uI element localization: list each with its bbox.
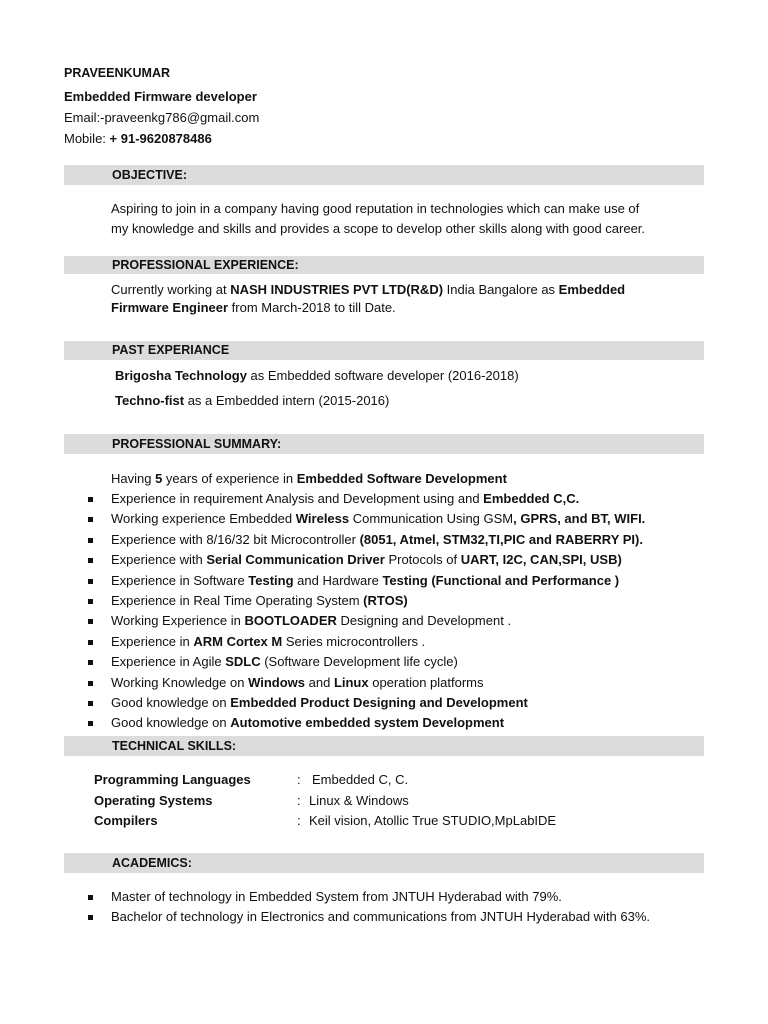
past-heading-bar <box>64 341 704 360</box>
summary-item-text: Serial Communication Driver <box>206 552 385 567</box>
experience-text: Currently working at <box>111 282 231 297</box>
summary-item-text: SDLC <box>225 654 261 669</box>
summary-item-text: Testing (Functional and Performance ) <box>382 573 620 588</box>
experience-line-2 <box>111 300 396 315</box>
summary-item-text: (Software Development life cycle) <box>260 654 458 669</box>
past-item <box>115 393 389 408</box>
summary-item <box>111 613 511 628</box>
academics-heading: ACADEMICS: <box>112 856 192 870</box>
summary-heading: PROFESSIONAL SUMMARY: <box>112 437 282 451</box>
summary-item-text: Automotive embedded system Development <box>230 715 505 730</box>
summary-item-text: Experience with <box>111 552 207 567</box>
summary-intro-text: years of experience in <box>162 471 297 486</box>
summary-item-text: Wireless <box>295 511 350 526</box>
summary-item-text: Experience in Real Time Operating System <box>111 593 364 608</box>
objective-heading-bar <box>64 165 704 185</box>
skill-label: Compilers <box>94 813 158 828</box>
objective-heading: OBJECTIVE: <box>112 168 188 182</box>
summary-item-text: Protocols of <box>384 552 461 567</box>
summary-item-text: Experience in Software <box>111 573 249 588</box>
skills-heading: TECHNICAL SKILLS: <box>112 739 237 753</box>
experience-text: India Bangalore as <box>443 282 559 297</box>
past-role: as Embedded software developer (2016-2018) <box>246 368 519 383</box>
skill-value: Linux & Windows <box>309 793 409 808</box>
summary-item <box>111 675 484 690</box>
summary-item <box>111 532 643 547</box>
bullet-icon <box>88 681 93 686</box>
summary-item-text: Testing <box>248 573 294 588</box>
bullet-icon <box>88 497 93 502</box>
summary-item-text: , GPRS, and BT, WIFI. <box>513 511 646 526</box>
summary-heading-bar <box>64 434 704 454</box>
experience-title: Embedded <box>558 282 626 297</box>
academics-item: Bachelor of technology in Electronics and communications from JNTUH Hyderabad with 63%. <box>111 909 651 924</box>
summary-item-text: Good knowledge on <box>111 715 231 730</box>
summary-item-text: Linux <box>333 675 369 690</box>
experience-company: NASH INDUSTRIES PVT LTD(R&D) <box>230 282 444 297</box>
summary-item-text: Designing and Development . <box>336 613 512 628</box>
bullet-icon <box>88 619 93 624</box>
bullet-icon <box>88 579 93 584</box>
mobile-number: + 91-9620878486 <box>109 131 212 146</box>
summary-item <box>111 695 528 710</box>
candidate-name: PRAVEENKUMAR <box>64 66 171 80</box>
bullet-icon <box>88 915 93 920</box>
summary-item <box>111 593 408 608</box>
summary-item <box>111 573 619 588</box>
objective-line-2: my knowledge and skills and provides a scope to develop other skills along with good career. <box>111 221 646 236</box>
academics-heading-bar <box>64 853 704 873</box>
skills-heading-bar <box>64 736 704 756</box>
bullet-icon <box>88 660 93 665</box>
mobile-line <box>64 131 212 146</box>
summary-item-text: UART, I2C, CAN,SPI, USB) <box>460 552 622 567</box>
candidate-role: Embedded Firmware developer <box>64 89 257 104</box>
summary-item-text: Experience in <box>111 634 194 649</box>
past-company: Techno-fist <box>115 393 185 408</box>
summary-item-text: Series microcontrollers . <box>282 634 426 649</box>
bullet-icon <box>88 721 93 726</box>
summary-item-text: Working experience Embedded <box>111 511 296 526</box>
summary-item <box>111 634 425 649</box>
bullet-icon <box>88 895 93 900</box>
experience-heading-bar <box>64 256 704 274</box>
experience-line-1 <box>111 282 625 297</box>
experience-title: Firmware Engineer <box>111 300 229 315</box>
bullet-icon <box>88 701 93 706</box>
summary-item-text: and Hardware <box>293 573 383 588</box>
summary-intro <box>111 471 507 486</box>
skill-label: Operating Systems <box>94 793 213 808</box>
experience-dates: from March-2018 to till Date. <box>228 300 396 315</box>
academics-item: Master of technology in Embedded System from JNTUH Hyderabad with 79%. <box>111 889 562 904</box>
skill-colon: : <box>297 813 301 828</box>
summary-item <box>111 552 622 567</box>
summary-item-text: (8051, Atmel, STM32,TI,PIC and RABERRY PI). <box>359 532 643 547</box>
skill-colon: : <box>297 793 301 808</box>
summary-item-text: Experience in requirement Analysis and Development using and <box>111 491 484 506</box>
skill-label: Programming Languages <box>94 772 251 787</box>
skill-value: Embedded C, C. <box>312 772 409 787</box>
past-role: as a Embedded intern (2015-2016) <box>184 393 390 408</box>
experience-heading: PROFESSIONAL EXPERIENCE: <box>112 258 299 272</box>
summary-item <box>111 491 579 506</box>
summary-item-text: Windows <box>248 675 306 690</box>
summary-item-text: and <box>305 675 334 690</box>
summary-item-text: Working Experience in <box>111 613 245 628</box>
mobile-label: Mobile: <box>64 131 110 146</box>
summary-item-text: Communication Using GSM <box>349 511 514 526</box>
bullet-icon <box>88 558 93 563</box>
bullet-icon <box>88 599 93 604</box>
summary-item-text: Experience with 8/16/32 bit Microcontroller <box>111 532 360 547</box>
summary-item-text: Experience in Agile <box>111 654 226 669</box>
summary-focus: Embedded Software Development <box>296 471 507 486</box>
summary-intro-text: Having <box>111 471 156 486</box>
objective-line-1: Aspiring to join in a company having good reputation in technologies which can make use of <box>111 201 640 216</box>
past-company: Brigosha Technology <box>115 368 247 383</box>
skill-colon: : <box>297 772 301 787</box>
skill-value: Keil vision, Atollic True STUDIO,MpLabIDE <box>309 813 557 828</box>
summary-years: 5 <box>155 471 163 486</box>
summary-item <box>111 511 645 526</box>
summary-item-text: Working Knowledge on <box>111 675 249 690</box>
summary-item <box>111 715 504 730</box>
bullet-icon <box>88 517 93 522</box>
summary-item-text: (RTOS) <box>363 593 408 608</box>
summary-item-text: Embedded Product Designing and Development <box>230 695 528 710</box>
summary-item-text: Embedded C,C. <box>483 491 580 506</box>
past-heading: PAST EXPERIANCE <box>112 343 230 357</box>
bullet-icon <box>88 538 93 543</box>
bullet-icon <box>88 640 93 645</box>
summary-item-text: BOOTLOADER <box>244 613 337 628</box>
email-text: Email:-praveenkg786@gmail.com <box>64 110 260 125</box>
past-item <box>115 368 519 383</box>
summary-item-text: operation platforms <box>368 675 484 690</box>
summary-item-text: ARM Cortex M <box>193 634 283 649</box>
summary-item <box>111 654 458 669</box>
summary-item-text: Good knowledge on <box>111 695 231 710</box>
